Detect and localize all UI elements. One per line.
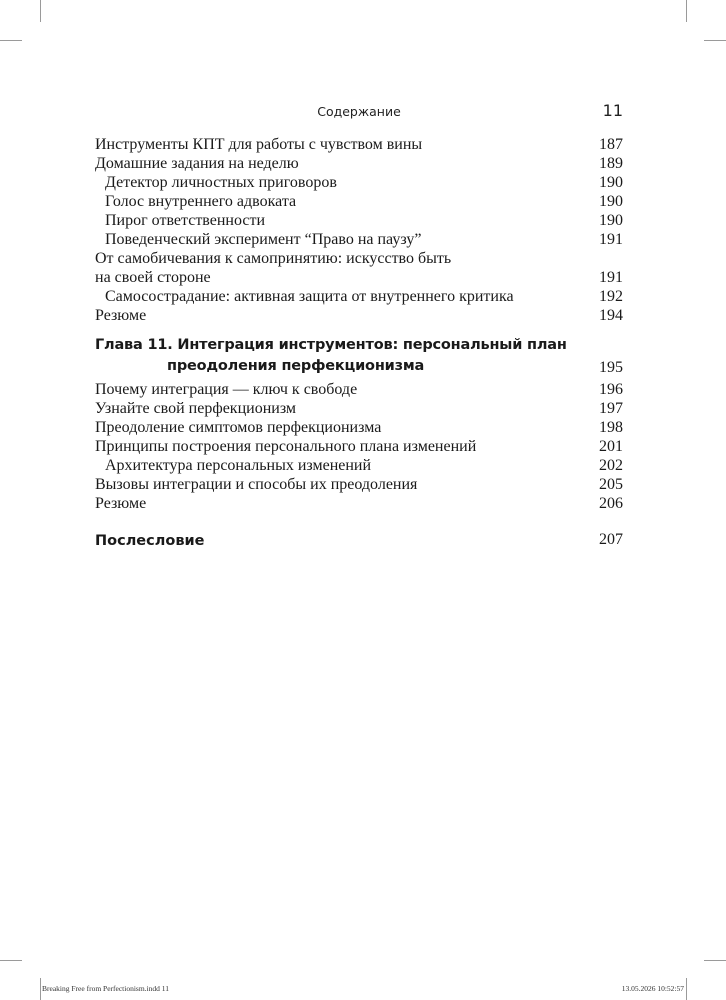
toc-entry [95, 380, 623, 399]
toc-entry-title: Резюме [95, 495, 147, 512]
toc-subentry [95, 230, 623, 249]
toc-entry-title: Самосострадание: активная защита от внутреннего критика [105, 288, 514, 305]
toc-subentry [95, 173, 623, 192]
toc-entry-title: Резюме [95, 307, 147, 324]
toc-entry-page: 205 [599, 476, 623, 493]
toc-entry [95, 135, 623, 154]
chapter-title [95, 335, 567, 377]
toc-entry-title: Архитектура персональных изменений [105, 457, 372, 474]
toc-entry-page: 195 [599, 359, 623, 376]
toc-entry [95, 437, 623, 456]
crop-mark [0, 960, 22, 961]
toc-entry-page: 190 [599, 193, 623, 210]
toc-entry-title: Вызовы интеграции и способы их преодоления [95, 476, 418, 493]
toc-entry-page: 197 [599, 400, 623, 417]
chapter-title-line: Глава 11. Интеграция инструментов: персональный план [95, 337, 567, 353]
crop-mark [40, 0, 41, 22]
toc-entry-page: 196 [599, 381, 623, 398]
print-slug-file: Breaking Free from Perfectionism.indd 11 [42, 984, 169, 993]
toc-entry-title: Пирог ответственности [105, 212, 266, 229]
toc-epilogue [95, 527, 623, 549]
crop-mark [704, 960, 726, 961]
toc-entry-title: Детектор личностных приговоров [105, 174, 337, 191]
toc-entry [95, 306, 623, 325]
running-head-title: Содержание [317, 104, 401, 119]
toc-entry [95, 494, 623, 513]
toc-entry-title: Голос внутреннего адвоката [105, 193, 297, 210]
toc-entry-title: Принципы построения персонального плана изменений [95, 438, 477, 455]
toc-entry-page: 207 [599, 531, 623, 548]
toc-entry-title: Домашние задания на неделю [95, 155, 299, 172]
page-number: 11 [602, 101, 623, 120]
toc-entry [95, 249, 623, 287]
chapter-title-line: преодоления перфекционизма [167, 358, 425, 374]
toc-entry-page: 201 [599, 438, 623, 455]
toc-entry-page: 187 [599, 136, 623, 153]
toc-entry-page: 192 [599, 288, 623, 305]
crop-mark [704, 40, 726, 41]
toc-subentry [95, 456, 623, 475]
running-head [95, 101, 623, 123]
toc-entry-page: 206 [599, 495, 623, 512]
toc-subentry [95, 192, 623, 211]
epilogue-title: Послесловие [95, 533, 205, 549]
toc-entry-title: Поведенческий эксперимент “Право на паузу” [105, 231, 422, 248]
toc-entry-page: 191 [599, 269, 623, 286]
toc-entry [95, 154, 623, 173]
toc-entry-page: 189 [599, 155, 623, 172]
toc-entry [95, 475, 623, 494]
crop-mark [686, 978, 687, 1000]
toc-entry [95, 418, 623, 437]
toc-entry-title: Почему интеграция — ключ к свободе [95, 381, 358, 398]
toc-subentry [95, 287, 623, 306]
toc-entry-title: От самобичевания к самопринятию: искусство быть на своей стороне [95, 250, 452, 286]
toc-entry-page: 198 [599, 419, 623, 436]
crop-mark [0, 40, 22, 41]
toc-entry-title: Инструменты КПТ для работы с чувством вины [95, 136, 423, 153]
toc-entry-title: Преодоление симптомов перфекционизма [95, 419, 382, 436]
toc-chapter-heading [95, 335, 623, 377]
toc-entry-page: 191 [599, 231, 623, 248]
toc-entry [95, 399, 623, 418]
crop-mark [40, 978, 41, 1000]
toc-entry-page: 202 [599, 457, 623, 474]
toc-entry-page: 190 [599, 174, 623, 191]
print-slug-datetime: 13.05.2026 10:52:57 [621, 984, 684, 993]
toc-entry-page: 194 [599, 307, 623, 324]
toc-subentry [95, 211, 623, 230]
toc-entry-page: 190 [599, 212, 623, 229]
toc-entry-title: Узнайте свой перфекционизм [95, 400, 297, 417]
crop-mark [686, 0, 687, 22]
table-of-contents [95, 135, 623, 549]
